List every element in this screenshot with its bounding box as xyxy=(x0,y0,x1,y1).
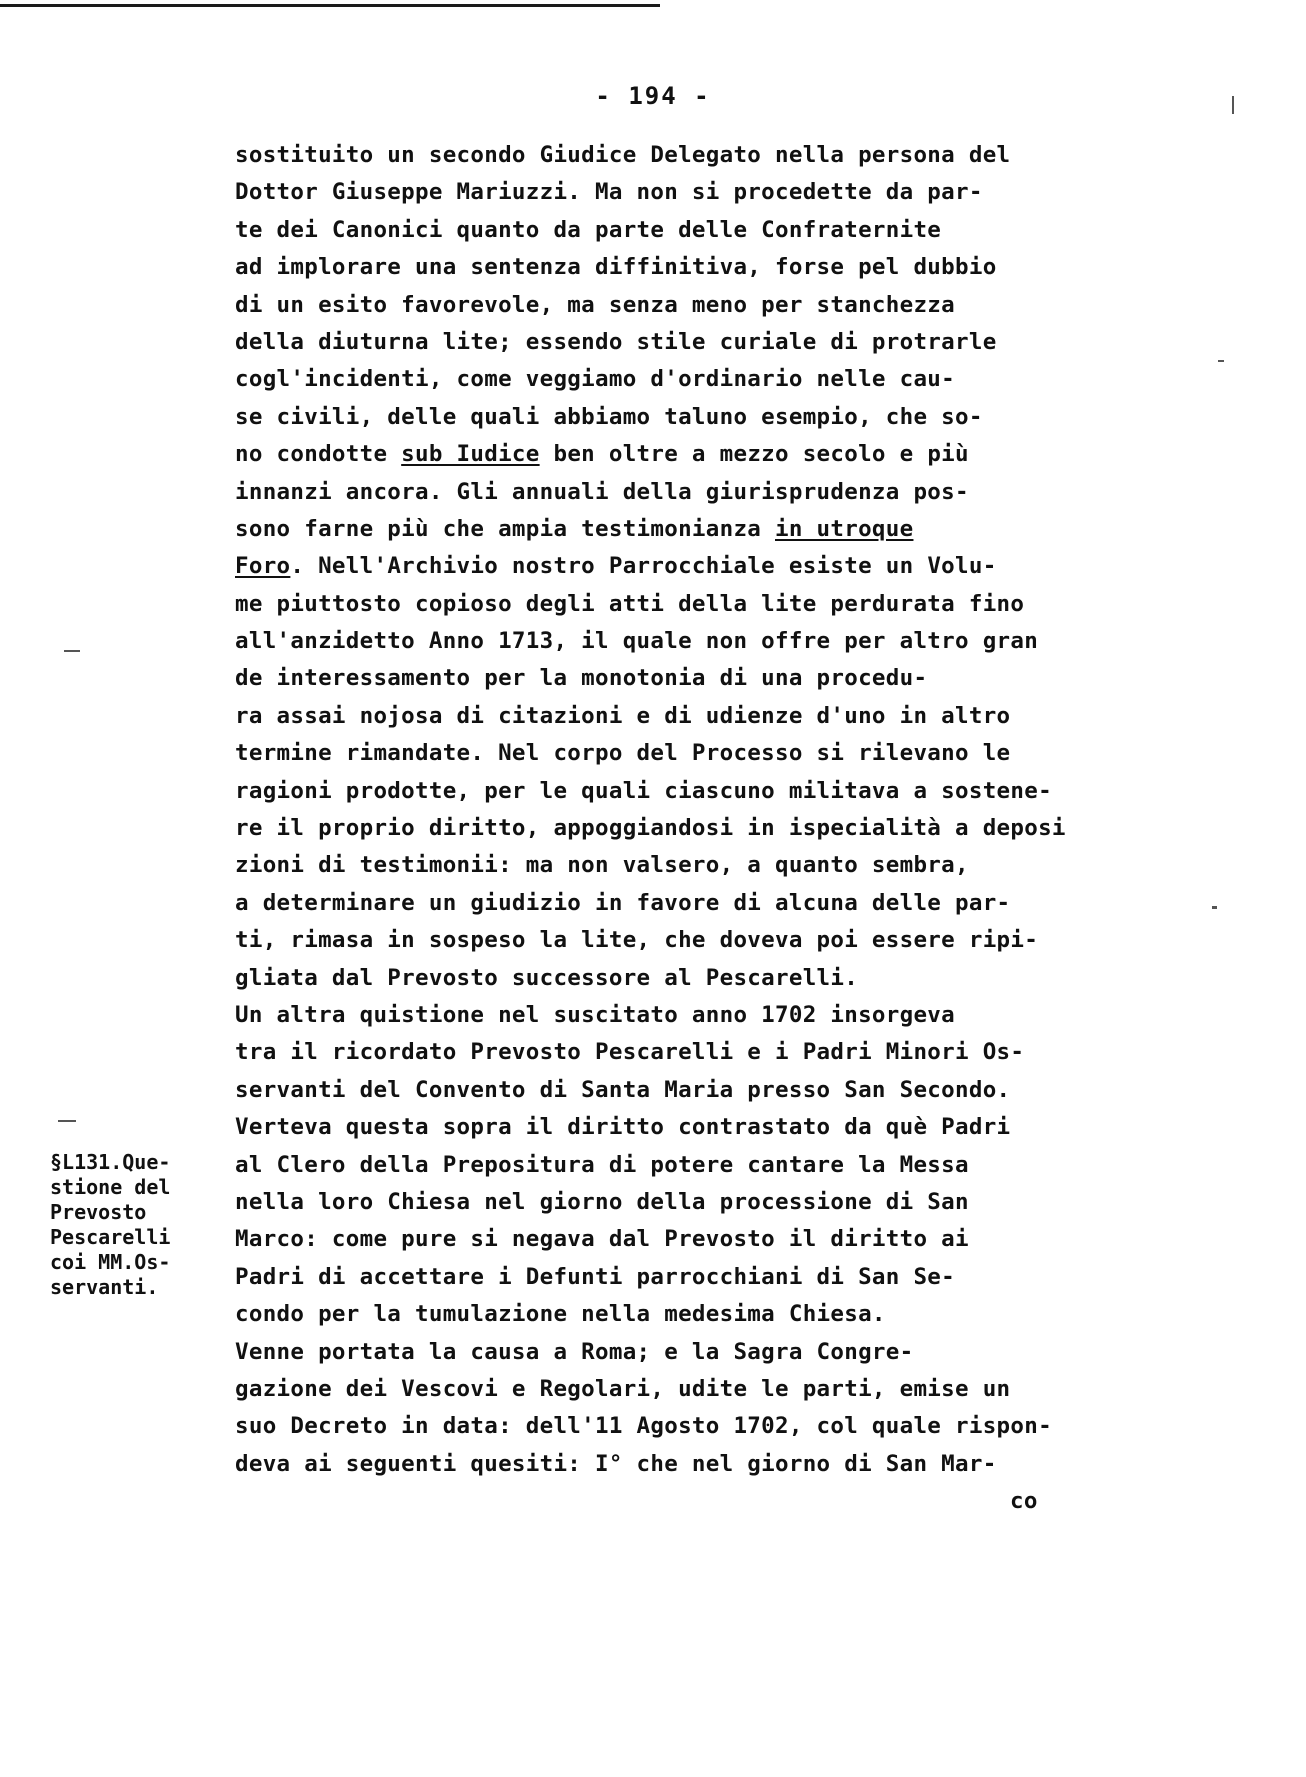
text-line xyxy=(235,511,1285,548)
margin-note-line: Prevosto xyxy=(50,1200,147,1224)
margin-note-line: Pescarelli xyxy=(50,1225,171,1249)
text-line xyxy=(235,1221,1285,1258)
text-line xyxy=(235,212,1285,249)
scan-mark xyxy=(64,650,80,652)
text-run: a determinare un giudizio in favore di alcuna delle par- xyxy=(235,889,1011,916)
text-run: servanti del Convento di Santa Maria presso San Secondo. xyxy=(235,1076,1011,1103)
text-line xyxy=(235,997,1285,1034)
text-line xyxy=(235,773,1285,810)
margin-note-line: servanti. xyxy=(50,1275,159,1299)
text-line xyxy=(235,1446,1285,1483)
text-run: deva ai seguenti quesiti: I° che nel giorno di San Mar- xyxy=(235,1450,997,1477)
text-line xyxy=(235,399,1285,436)
text-line xyxy=(235,436,1285,473)
text-run: ben oltre a mezzo secolo e più xyxy=(539,441,969,468)
text-run: . Nell'Archivio nostro Parrocchiale esiste un Volu- xyxy=(290,553,997,580)
text-run: Un altra quistione nel suscitato anno 1702 insorgeva xyxy=(235,1001,955,1028)
text-run: me piuttosto copioso degli atti della lite perdurata fino xyxy=(235,590,1025,617)
text-run: Dottor Giuseppe Mariuzzi. Ma non si procedette da par- xyxy=(235,179,983,206)
catchword: co xyxy=(1010,1488,1038,1515)
page-number: - 194 - xyxy=(595,82,711,110)
text-line xyxy=(235,249,1285,286)
text-run: ragioni prodotte, per le quali ciascuno militava a sostene- xyxy=(235,777,1052,804)
text-run: te dei Canonici quanto da parte delle Confraternite xyxy=(235,216,942,243)
body-text xyxy=(235,137,1285,1520)
text-line xyxy=(235,474,1285,511)
margin-note-line: coi MM.Os- xyxy=(50,1250,171,1274)
text-run: suo Decreto in data: dell'11 Agosto 1702, col quale rispon- xyxy=(235,1413,1052,1440)
text-run: condo per la tumulazione nella medesima Chiesa. xyxy=(235,1301,886,1328)
text-line xyxy=(235,1371,1285,1408)
scan-mark xyxy=(1232,96,1234,114)
text-line xyxy=(235,885,1285,922)
text-line xyxy=(235,174,1285,211)
text-run: Verteva questa sopra il diritto contrastato da què Padri xyxy=(235,1114,1011,1141)
text-line xyxy=(235,960,1285,997)
text-run: gliata dal Prevosto successore al Pescarelli. xyxy=(235,964,859,991)
underlined-text: Foro xyxy=(235,553,291,580)
text-run: di un esito favorevole, ma senza meno per stanchezza xyxy=(235,291,955,318)
text-line xyxy=(235,1109,1285,1146)
text-line xyxy=(235,1408,1285,1445)
margin-note xyxy=(50,1150,220,1300)
margin-note-line: stione del xyxy=(50,1175,171,1199)
text-line xyxy=(235,922,1285,959)
text-run: tra il ricordato Prevosto Pescarelli e i Padri Minori Os- xyxy=(235,1039,1025,1066)
text-line xyxy=(235,847,1285,884)
scan-mark xyxy=(1212,906,1217,909)
text-run: de interessamento per la monotonia di una procedu- xyxy=(235,665,928,692)
text-run: sono farne più che ampia testimonianza xyxy=(235,515,775,542)
text-run: Marco: come pure si negava dal Prevosto il diritto ai xyxy=(235,1226,969,1253)
text-run: gazione dei Vescovi e Regolari, udite le parti, emise un xyxy=(235,1375,1011,1402)
text-line xyxy=(235,361,1285,398)
text-run: nella loro Chiesa nel giorno della processione di San xyxy=(235,1188,969,1215)
text-run: ti, rimasa in sospeso la lite, che doveva poi essere ripi- xyxy=(235,927,1039,954)
text-line xyxy=(235,1334,1285,1371)
text-run: al Clero della Prepositura di potere cantare la Messa xyxy=(235,1151,969,1178)
text-run: della diuturna lite; essendo stile curiale di protrarle xyxy=(235,328,997,355)
text-run: zioni di testimonii: ma non valsero, a quanto sembra, xyxy=(235,852,969,879)
text-line xyxy=(235,548,1285,585)
text-run: sostituito un secondo Giudice Delegato nella persona del xyxy=(235,142,1011,168)
text-run: termine rimandate. Nel corpo del Processo si rilevano le xyxy=(235,740,1011,767)
text-run: no condotte xyxy=(235,441,402,468)
text-line xyxy=(235,324,1285,361)
text-line xyxy=(235,1296,1285,1333)
text-run: cogl'incidenti, come veggiamo d'ordinario nelle cau- xyxy=(235,366,955,393)
text-line xyxy=(235,1034,1285,1071)
text-run: all'anzidetto Anno 1713, il quale non offre per altro gran xyxy=(235,628,1039,655)
scan-mark xyxy=(1218,360,1224,362)
text-run: ra assai nojosa di citazioni e di udienze d'uno in altro xyxy=(235,702,1011,729)
text-run: se civili, delle quali abbiamo taluno esempio, che so- xyxy=(235,403,983,430)
text-line xyxy=(235,1184,1285,1221)
text-line xyxy=(235,698,1285,735)
text-line xyxy=(235,1072,1285,1109)
text-run: Padri di accettare i Defunti parrocchiani di San Se- xyxy=(235,1263,955,1290)
text-line xyxy=(235,735,1285,772)
underlined-text: in utroque xyxy=(775,515,914,542)
text-line xyxy=(235,623,1285,660)
text-line xyxy=(235,137,1285,174)
text-line xyxy=(235,287,1285,324)
scan-mark xyxy=(58,1120,76,1122)
margin-note-line: §L131.Que- xyxy=(50,1150,171,1174)
underlined-text: sub Iudice xyxy=(401,441,540,468)
text-line xyxy=(235,810,1285,847)
text-line xyxy=(235,660,1285,697)
text-run: Venne portata la causa a Roma; e la Sagra Congre- xyxy=(235,1338,914,1365)
text-line xyxy=(235,1147,1285,1184)
top-rule xyxy=(0,4,660,7)
text-run: re il proprio diritto, appoggiandosi in ispecialità a deposi xyxy=(235,815,1066,842)
text-run: innanzi ancora. Gli annuali della giurisprudenza pos- xyxy=(235,478,969,505)
text-line xyxy=(235,586,1285,623)
text-run: ad implorare una sentenza diffinitiva, forse pel dubbio xyxy=(235,254,997,281)
text-line xyxy=(235,1259,1285,1296)
